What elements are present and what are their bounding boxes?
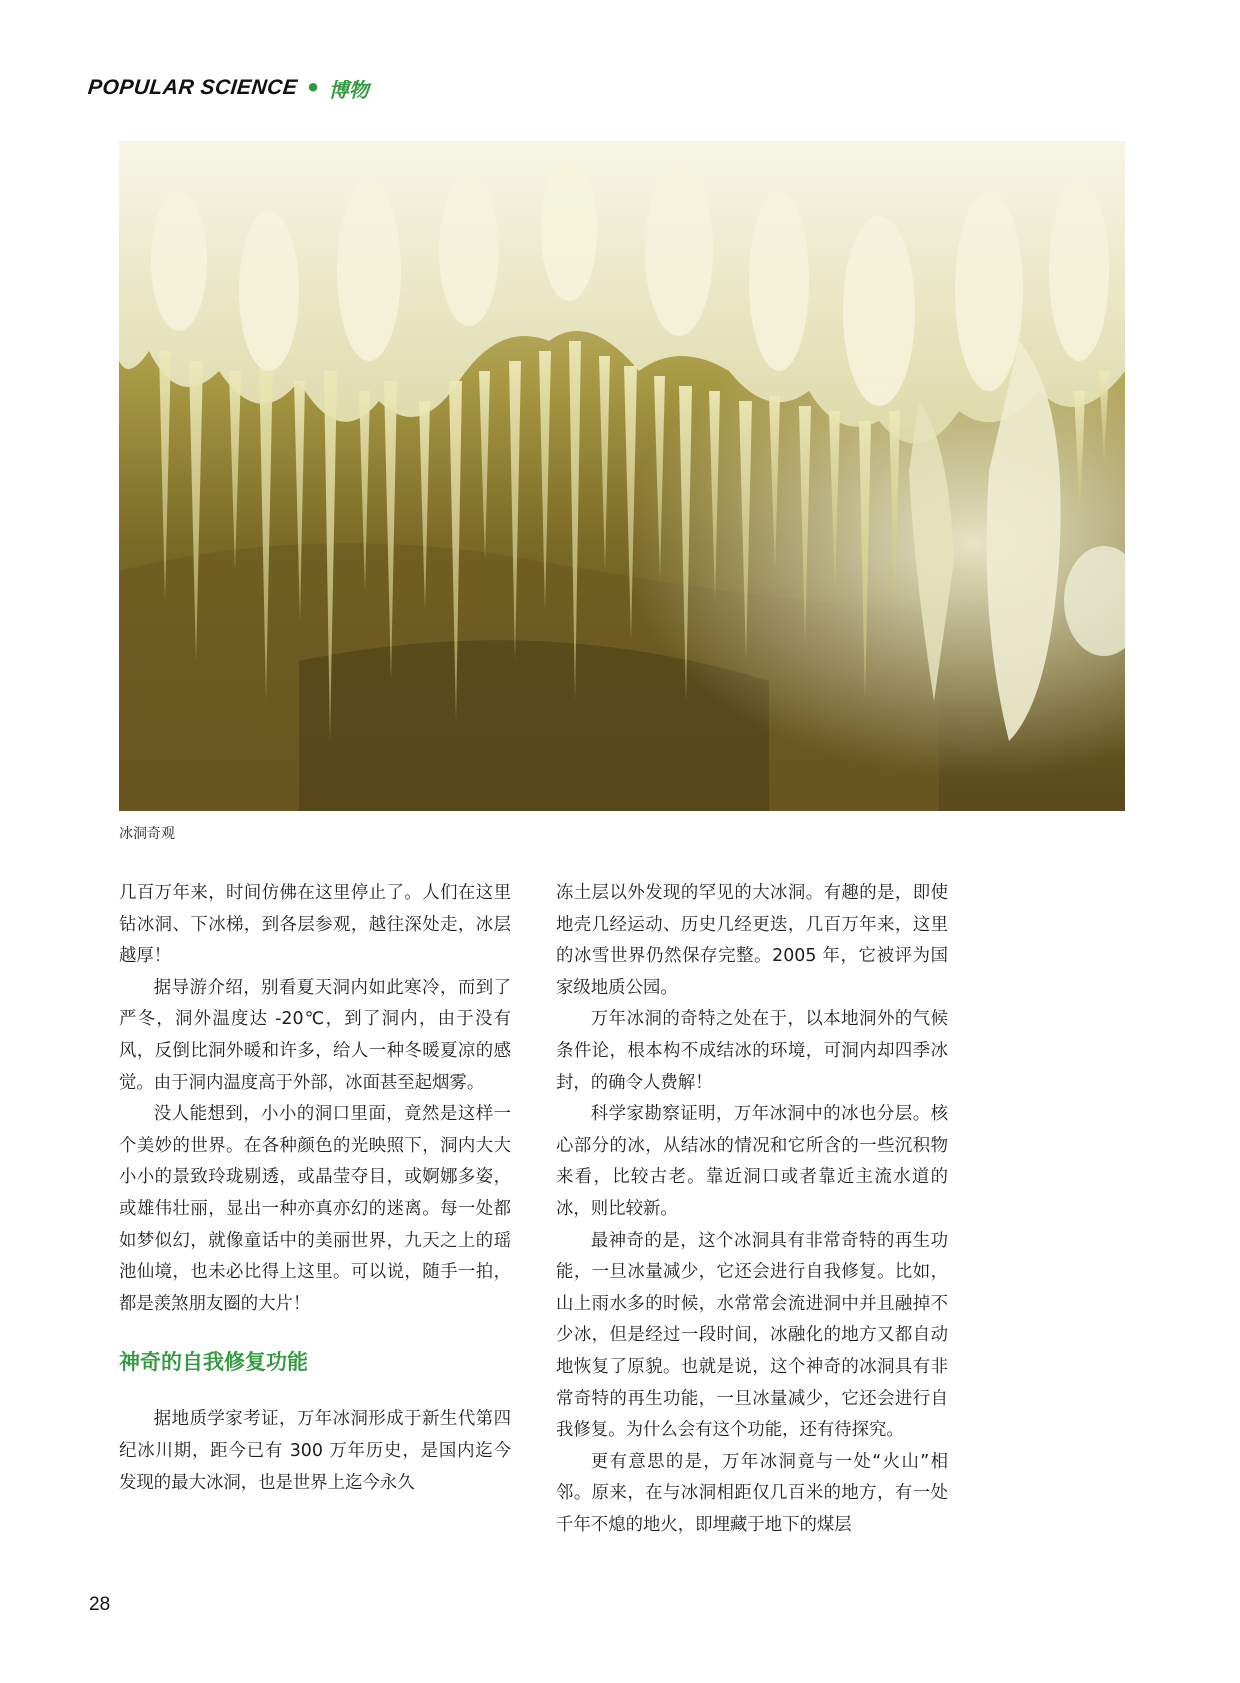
paragraph: 据地质学家考证，万年冰洞形成于新生代第四纪冰川期，距今已有 300 万年历史，是国内迄今发现的最大冰洞，也是世界上迄今永久: [119, 1409, 511, 1493]
ice-cave-photo: [119, 141, 1125, 811]
section-subheading: 神奇的自我修复功能: [119, 1350, 308, 1375]
magazine-brand: POPULAR SCIENCE: [86, 76, 299, 99]
paragraph: 没人能想到，小小的洞口里面，竟然是这样一个美妙的世界。在各种颜色的光映照下，洞内大大小小的景致玲珑剔透，或晶莹夺目，或婀娜多姿，或雄伟壮丽，显出一种亦真亦幻的迷离。每一处都如梦似幻，就像童话中的美丽世界，九天之上的瑶池仙境，也未必比得上这里。可以说，随手一拍，都是羡煞朋友圈的大片！: [119, 1104, 511, 1314]
paragraph: 万年冰洞的奇特之处在于，以本地洞外的气候条件论，根本构不成结冰的环境，可洞内却四季冰封，的确令人费解！: [556, 1009, 948, 1093]
running-header: [88, 72, 369, 104]
article-left-column: [119, 878, 511, 1499]
photo-caption: 冰洞奇观: [119, 826, 175, 842]
paragraph: 科学家勘察证明，万年冰洞中的冰也分层。核心部分的冰，从结冰的情况和它所含的一些沉积物来看，比较古老。靠近洞口或者靠近主流水道的冰，则比较新。: [556, 1104, 948, 1219]
page-number: 28: [89, 1594, 111, 1615]
article-right-column: [556, 878, 948, 1541]
section-name: 博物: [328, 77, 369, 102]
paragraph: 据导游介绍，别看夏天洞内如此寒冷，而到了严冬，洞外温度达 -20℃，到了洞内，由于没有风，反倒比洞外暖和许多，给人一种冬暖夏凉的感觉。由于洞内温度高于外部，冰面甚至起烟雾。: [119, 977, 511, 1093]
paragraph: 几百万年来，时间仿佛在这里停止了。人们在这里钻冰洞、下冰梯，到各层参观，越往深处走，冰层越厚！: [119, 883, 511, 967]
paragraph: 冻土层以外发现的罕见的大冰洞。有趣的是，即使地壳几经运动、历史几经更迭，几百万年来，这里的冰雪世界仍然保存完整。2005 年，它被评为国家级地质公园。: [556, 883, 948, 998]
paragraph: 最神奇的是，这个冰洞具有非常奇特的再生功能，一旦冰量减少，它还会进行自我修复。比如，山上雨水多的时候，水常常会流进洞中并且融掉不少冰，但是经过一段时间，冰融化的地方又都自动地恢复了原貌。也就是说，这个神奇的冰洞具有非常奇特的再生功能，一旦冰量减少，它还会进行自我修复。为什么会有这个功能，还有待探究。: [556, 1230, 948, 1441]
header-separator: •: [305, 74, 321, 102]
paragraph: 更有意思的是，万年冰洞竟与一处“火山”相邻。原来，在与冰洞相距仅几百米的地方，有一处千年不熄的地火，即埋藏于地下的煤层: [556, 1451, 948, 1535]
